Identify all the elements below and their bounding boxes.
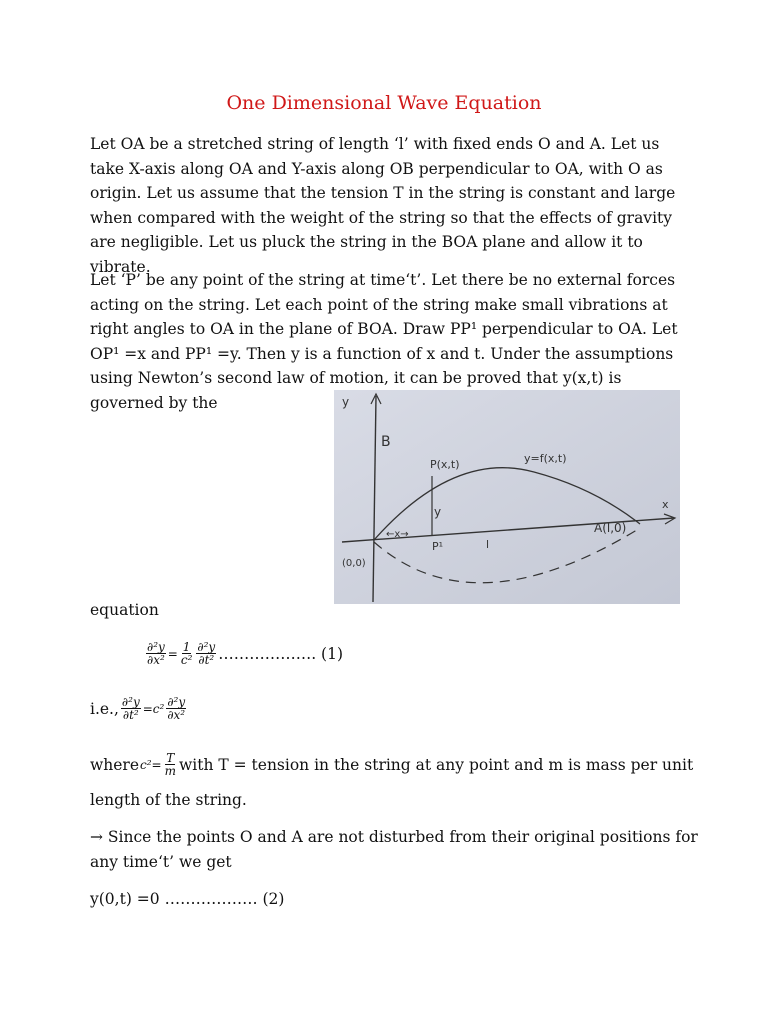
wave-equation-2 — [90, 696, 187, 721]
point-p-label: P(x,t) — [430, 458, 460, 471]
boundary-paragraph: → Since the points O and A are not disturbed from their original positions for any time‘t’ we get — [90, 828, 698, 871]
eq1-lhs-numerator: ∂²y — [147, 640, 165, 654]
eq2-lhs-denominator: ∂t² — [122, 708, 139, 722]
x-axis-label: x — [662, 498, 669, 511]
boundary-condition-1: y(0,t) =0 ……………… (2) — [90, 890, 285, 908]
eq1-rhs-denominator: ∂t² — [198, 653, 215, 667]
eq1-coef-denominator: c² — [180, 653, 193, 667]
y-segment-label: y — [434, 505, 442, 519]
length-label: l — [486, 538, 490, 551]
eq1-equals: = — [167, 646, 178, 661]
eq1-rhs-numerator: ∂²y — [197, 640, 216, 654]
curve-label: y=f(x,t) — [524, 452, 567, 465]
eq2-lhs-numerator: ∂²y — [121, 695, 140, 709]
point-b-label: B — [381, 434, 391, 450]
equation-label: equation — [90, 601, 159, 619]
string-diagram-photo — [334, 390, 680, 604]
where-c2: c²= — [140, 757, 162, 772]
where-prefix: where — [90, 755, 140, 774]
document-title: One Dimensional Wave Equation — [226, 92, 542, 114]
eq2-rhs-numerator: ∂²y — [167, 695, 186, 709]
eq1-tag: ………………. (1) — [218, 644, 343, 663]
origin-label: (0,0) — [342, 558, 366, 569]
where-m-denominator: m — [164, 764, 176, 778]
where-line-2: length of the string. — [90, 791, 247, 809]
assumptions-paragraph: Let ‘P’ be any point of the string at time‘t’. Let there be no external forces acting on the string. Let each point of the string make small vibrations at right angles to OA in the plane of BOA. Draw PP¹ perpendicular to OA. Let OP¹ =x and PP¹ =y. Then y is a function of x and t. Under the assumptions using Newton’s second law of motion, it can be proved that y(x,t) is governed by the — [90, 271, 678, 412]
where-line — [90, 752, 693, 777]
intro-paragraph: Let OA be a stretched string of length ‘l’ with fixed ends O and A. Let us take X-axis along OA and Y-axis along OB perpendicular to OA, with O as origin. Let us assume that the tension T in the string is constant and large when compared with the weight of the string so that the effects of gravity are negligible. Let us pluck the string in the BOA plane and allow it to vibrate. — [90, 135, 676, 276]
where-suffix: with T = tension in the string at any point and m is mass per unit — [179, 755, 694, 774]
wave-equation-1 — [145, 637, 343, 666]
eq2-rhs-denominator: ∂x² — [167, 708, 186, 722]
where-t-numerator: T — [166, 751, 175, 765]
eq2-equals: =c² — [142, 701, 165, 716]
eq2-prefix: i.e., — [90, 699, 119, 718]
x-segment-label: ←x→ — [386, 529, 409, 540]
eq1-coef-numerator: 1 — [182, 640, 191, 654]
y-axis-label: y — [342, 395, 350, 409]
point-a-label: A(l,0) — [594, 521, 627, 535]
point-p1-label: P¹ — [432, 540, 444, 553]
eq1-lhs-denominator: ∂x² — [147, 653, 165, 667]
